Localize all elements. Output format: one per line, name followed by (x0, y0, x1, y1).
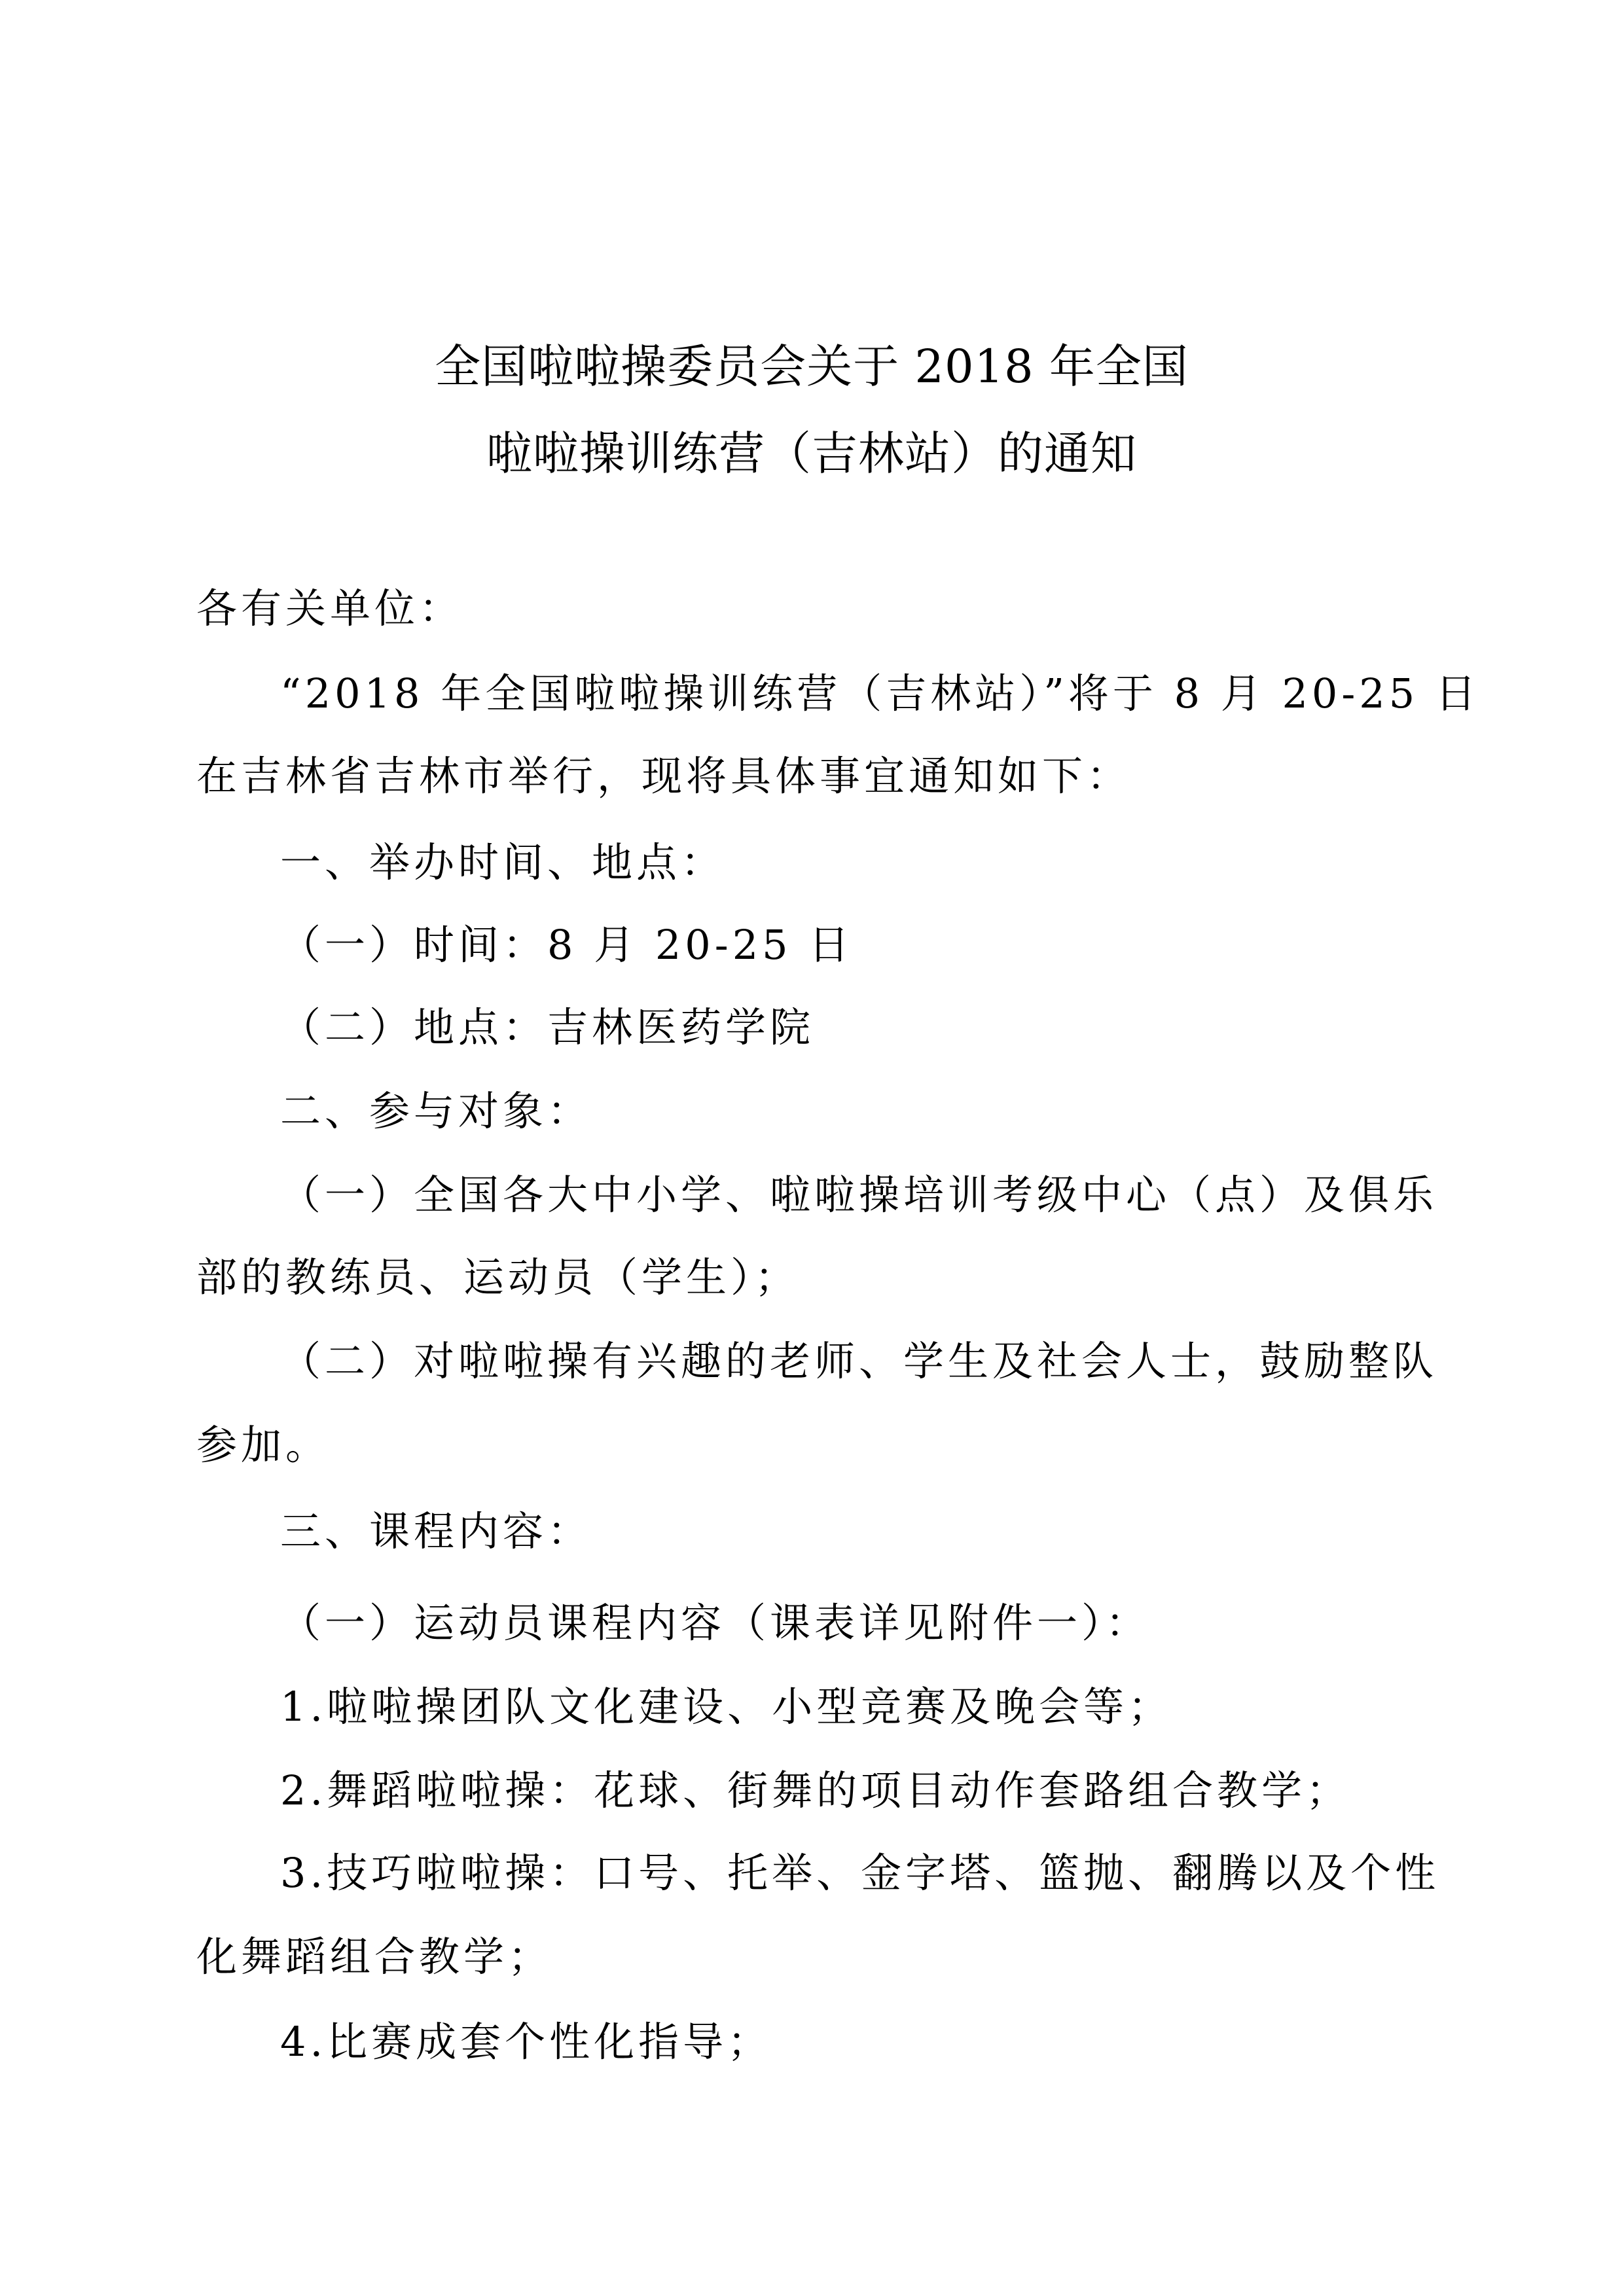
section-1-heading: 一、举办时间、地点： (280, 838, 726, 886)
section-3-heading: 三、课程内容： (280, 1507, 592, 1555)
intro-line-1: “2018 年全国啦啦操训练营（吉林站）”将于 8 月 20-25 日 (280, 670, 1480, 717)
section-3-item-1: 1.啦啦操团队文化建设、小型竞赛及晚会等； (280, 1683, 1173, 1731)
section-3-item-3-line-2: 化舞蹈组合教学； (196, 1933, 553, 1981)
section-2-heading: 二、参与对象： (280, 1087, 592, 1135)
title-line-2: 啦啦操训练营（吉林站）的通知 (486, 427, 1137, 480)
section-1-location: （二）地点：吉林医药学院 (280, 1003, 815, 1051)
section-3-item-4: 4.比赛成套个性化指导； (280, 2018, 772, 2066)
title-line-1: 全国啦啦操委员会关于 2018 年全国 (435, 340, 1189, 393)
section-3-sub-1: （一）运动员课程内容（课表详见附件一）： (280, 1599, 1151, 1647)
section-3-item-3-line-1: 3.技巧啦啦操：口号、托举、金字塔、篮抛、翻腾以及个性 (280, 1849, 1440, 1897)
section-2-item-1-line-1: （一）全国各大中小学、啦啦操培训考级中心（点）及俱乐 (280, 1171, 1438, 1219)
section-2-item-1-line-2: 部的教练员、运动员（学生）； (196, 1253, 800, 1301)
section-2-item-2-line-1: （二）对啦啦操有兴趣的老师、学生及社会人士，鼓励整队 (280, 1337, 1438, 1385)
section-2-item-2-line-2: 参加。 (196, 1421, 331, 1469)
intro-line-2: 在吉林省吉林市举行，现将具体事宜通知如下： (196, 752, 1132, 800)
section-1-time: （一）时间：8 月 20-25 日 (280, 921, 854, 969)
section-3-item-2: 2.舞蹈啦啦操：花球、街舞的项目动作套路组合教学； (280, 1767, 1351, 1814)
salutation: 各有关单位： (196, 584, 464, 632)
